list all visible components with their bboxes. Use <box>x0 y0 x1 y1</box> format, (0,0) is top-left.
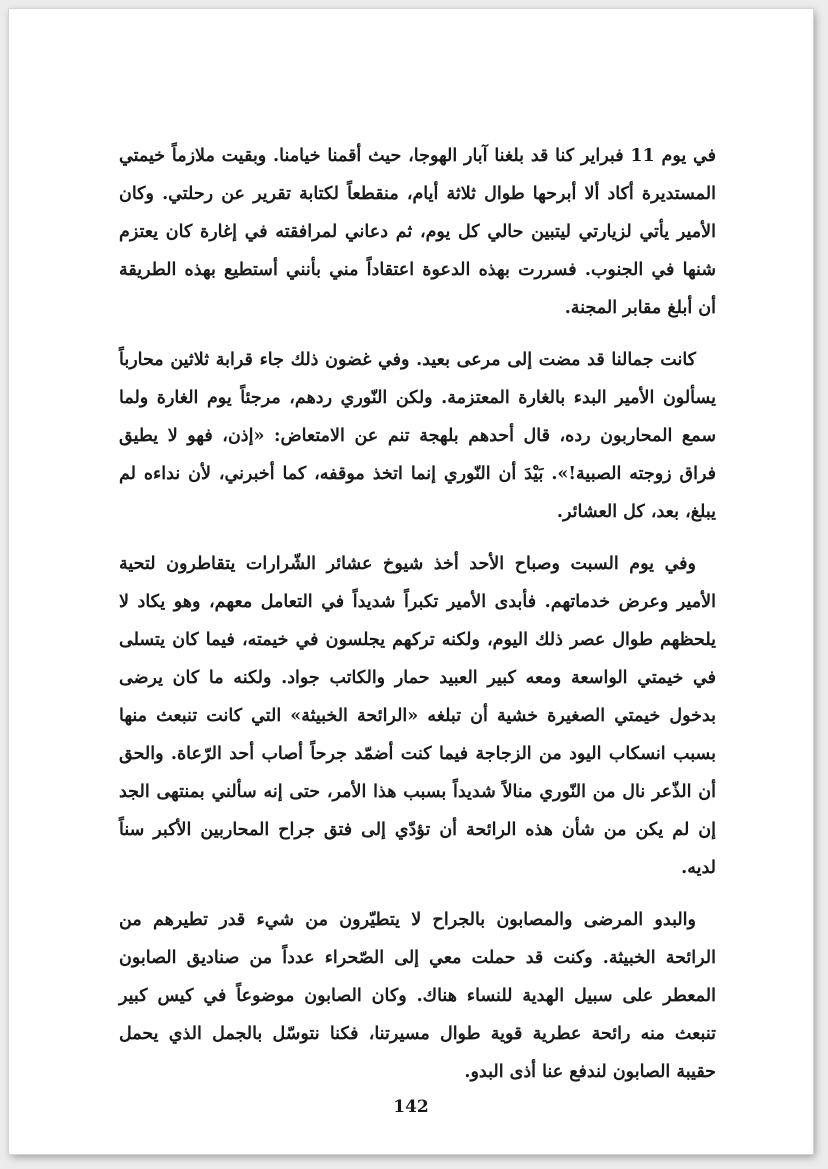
paragraph-1: في يوم 11 فبراير كنا قد بلغنا آبار الهوجا، حيث أقمنا خيامنا. وبقيت ملازماً خيمتي المستديرة أكاد ألا أبرحها طوال ثلاثة أيام، منقطعاً لكتابة تقرير عن رحلتي. وكان الأمير يأتي لزيارتي ليتبين حالي كل يوم، ثم دعاني لمرافقته في إغارة كان يعتزم شنها في الجنوب. فسررت بهذه الدعوة اعتقاداً مني بأنني أستطيع بهذه الطريقة أن أبلغ مقابر المجنة. <box>119 146 716 318</box>
paragraph-2: كانت جمالنا قد مضت إلى مرعى بعيد. وفي غضون ذلك جاء قرابة ثلاثين محارباً يسألون الأمير البدء بالغارة المعتزمة. ولكن النّوري ردهم، مرجئاً يوم الغارة ولما سمع المحاربون رده، قال أحدهم بلهجة تنم عن الامتعاض: «إذن، فهو لا يطيق فراق زوجته الصبية!». بَيْدَ أن النّوري إنما اتخذ موقفه، كما أخبرني، لأن نداءه لم يبلغ، بعد، كل العشائر. <box>119 350 716 522</box>
page-number: 142 <box>393 1097 429 1117</box>
paragraph-3: وفي يوم السبت وصباح الأحد أخذ شيوخ عشائر الشّرارات يتقاطرون لتحية الأمير وعرض خدماتهم. فأبدى الأمير تكبراً شديداً في التعامل معهم، وهو يكاد لا يلحظهم طوال عصر ذلك اليوم، ولكنه تركهم يجلسون في خيمته، فيما كان يتسلى في خيمتي الواسعة ومعه كبير العبيد حمار والكاتب جواد. ولكنه ما كان يرضى بدخول خيمتي الصغيرة خشية أن تبلغه «الرائحة الخبيثة» التي كانت تنبعث منها بسبب انسكاب اليود من الزجاجة فيما كنت أضمّد جرحاً أصاب أحد الرّعاة. والحق أن الذّعر نال من النّوري منالاً شديداً بسبب هذا الأمر، حتى إنه سألني بمنتهى الجد إن لم يكن من شأن هذه الرائحة أن تؤدّي إلى فتق جراح المحاربين الأكبر سناً لديه. <box>119 554 716 878</box>
body-text <box>119 137 716 1105</box>
paragraph-4: والبدو المرضى والمصابون بالجراح لا يتطيّرون من شيء قدر تطيرهم من الرائحة الخبيثة. وكنت قد حملت معي إلى الصّحراء عدداً من صناديق الصابون المعطر على سبيل الهدية للنساء هناك. وكان الصابون موضوعاً في كيس كبير تنبعث منه رائحة عطرية قوية طوال مسيرتنا، فكنا نتوسّل بالجمل الذي يحمل حقيبة الصابون لندفع عنا أذى البدو. <box>119 910 716 1082</box>
book-page <box>9 9 813 1154</box>
